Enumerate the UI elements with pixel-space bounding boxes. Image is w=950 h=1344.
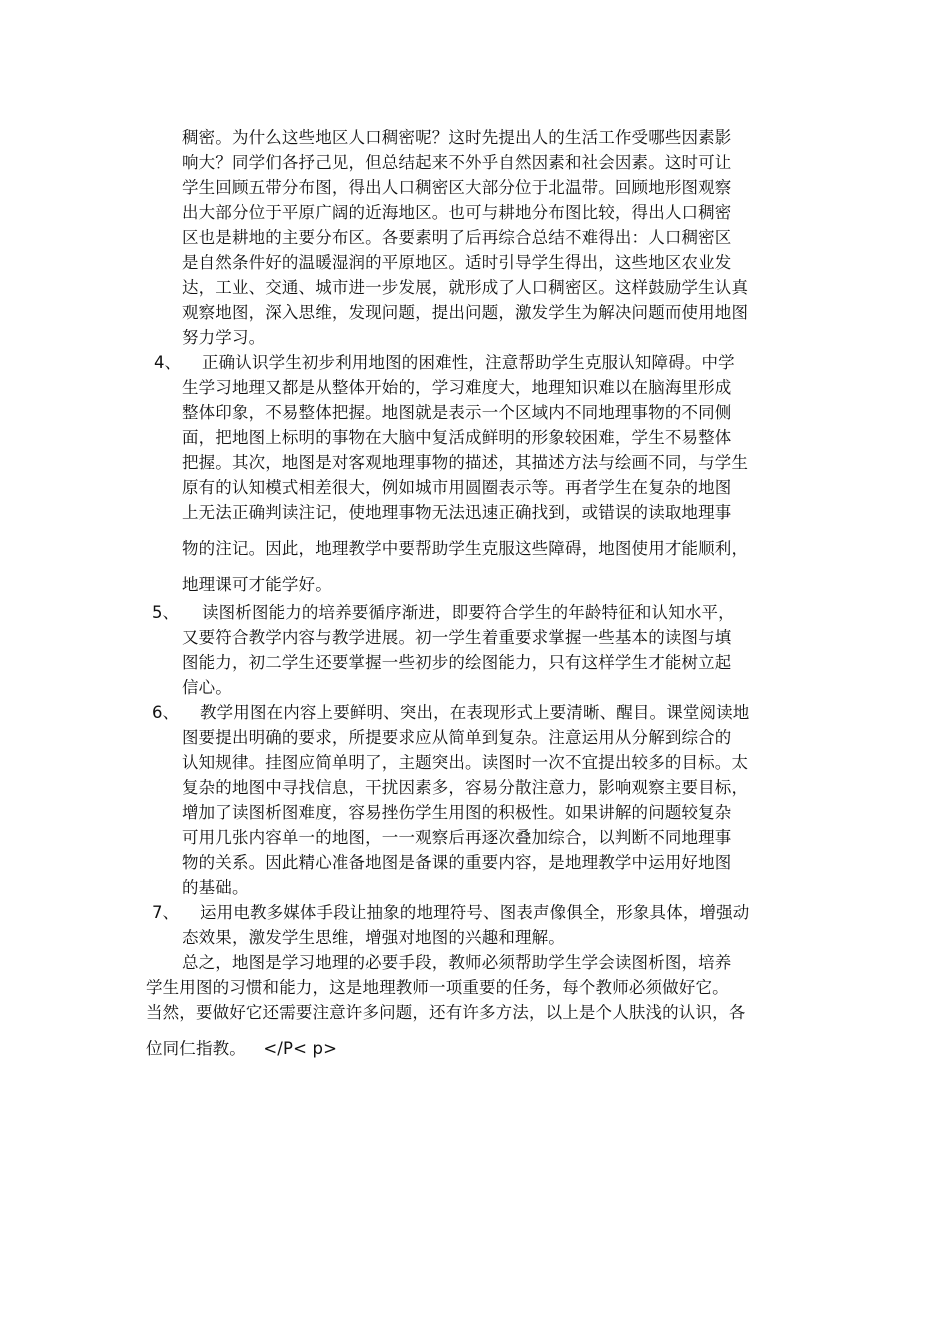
text-line: 又要符合教学内容与教学进展。初一学生着重要求掌握一些基本的读图与填: [182, 628, 732, 647]
text-line: 复杂的地图中寻找信息，干扰因素多，容易分散注意力，影响观察主要目标，: [182, 778, 749, 797]
text-line: 上无法正确判读注记，使地理事物无法迅速正确找到，或错误的读取地理事: [182, 503, 732, 522]
text-line: 达，工业、交通、城市进一步发展，就形成了人口稠密区。这样鼓励学生认真: [182, 278, 749, 297]
text-line: 区也是耕地的主要分布区。各要素明了后再综合总结不难得出：人口稠密区: [182, 228, 732, 247]
text-line: 当然，要做好它还需要注意许多问题，还有许多方法，以上是个人肤浅的认识，各: [146, 1003, 746, 1022]
text-line: 面，把地图上标明的事物在大脑中复活成鲜明的形象较困难，学生不易整体: [182, 428, 732, 447]
text-line: 原有的认知模式相差很大，例如城市用圆圈表示等。再者学生在复杂的地图: [182, 478, 732, 497]
list-number: 5、: [152, 603, 179, 622]
text-line: 认知规律。挂图应简单明了，主题突出。读图时一次不宜提出较多的目标。太: [182, 753, 749, 772]
text-line: 学生用图的习惯和能力，这是地理教师一项重要的任务，每个教师必须做好它。: [146, 978, 729, 997]
text-line: 信心。: [182, 678, 232, 697]
text-line: 增加了读图析图难度，容易挫伤学生用图的积极性。如果讲解的问题较复杂: [182, 803, 732, 822]
list-number: 6、: [152, 703, 179, 722]
text-line: 物的注记。因此，地理教学中要帮助学生克服这些障碍，地图使用才能顺利，: [182, 539, 749, 558]
text-line: 的基础。: [182, 878, 249, 897]
text-line: 整体印象，不易整体把握。地图就是表示一个区域内不同地理事物的不同侧: [182, 403, 732, 422]
text-line: 教学用图在内容上要鲜明、突出，在表现形式上要清晰、醒目。课堂阅读地: [200, 703, 750, 722]
stray-html-tag: </P< p>: [263, 1039, 338, 1058]
text-line: 物的关系。因此精心准备地图是备课的重要内容，是地理教学中运用好地图: [182, 853, 732, 872]
text-line: 运用电教多媒体手段让抽象的地理符号、图表声像俱全，形象具体，增强动: [200, 903, 750, 922]
text-line: 地理课可才能学好。: [182, 575, 332, 594]
text-line: 观察地图，深入思维，发现问题，提出问题，激发学生为解决问题而使用地图: [182, 303, 749, 322]
text-line: 图能力，初二学生还要掌握一些初步的绘图能力，只有这样学生才能树立起: [182, 653, 732, 672]
text-line: 读图析图能力的培养要循序渐进，即要符合学生的年龄特征和认知水平，: [202, 603, 735, 622]
text-line: 响大？同学们各抒己见，但总结起来不外乎自然因素和社会因素。这时可让: [182, 153, 732, 172]
text-line: 学生回顾五带分布图，得出人口稠密区大部分位于北温带。回顾地形图观察: [182, 178, 732, 197]
text-line: 出大部分位于平原广阔的近海地区。也可与耕地分布图比较，得出人口稠密: [182, 203, 732, 222]
text-line: 态效果，激发学生思维，增强对地图的兴趣和理解。: [182, 928, 565, 947]
text-line: 图要提出明确的要求，所提要求应从简单到复杂。注意运用从分解到综合的: [182, 728, 732, 747]
closing-line: [146, 1037, 337, 1061]
closing-text: 位同仁指教。: [146, 1039, 246, 1058]
list-number: 7、: [152, 903, 179, 922]
list-number: 4、: [154, 353, 181, 372]
text-line: 可用几张内容单一的地图，一一观察后再逐次叠加综合，以判断不同地理事: [182, 828, 732, 847]
text-line: 是自然条件好的温暖湿润的平原地区。适时引导学生得出，这些地区农业发: [182, 253, 732, 272]
text-line: 正确认识学生初步利用地图的困难性，注意帮助学生克服认知障碍。中学: [202, 353, 735, 372]
text-line: 把握。其次，地图是对客观地理事物的描述，其描述方法与绘画不同，与学生: [182, 453, 749, 472]
text-line: 稠密。为什么这些地区人口稠密呢？这时先提出人的生活工作受哪些因素影: [182, 128, 732, 147]
text-line: 生学习地理又都是从整体开始的，学习难度大，地理知识难以在脑海里形成: [182, 378, 732, 397]
text-line: 努力学习。: [182, 328, 266, 347]
text-line: 总之，地图是学习地理的必要手段，教师必须帮助学生学会读图析图，培养: [182, 953, 732, 972]
